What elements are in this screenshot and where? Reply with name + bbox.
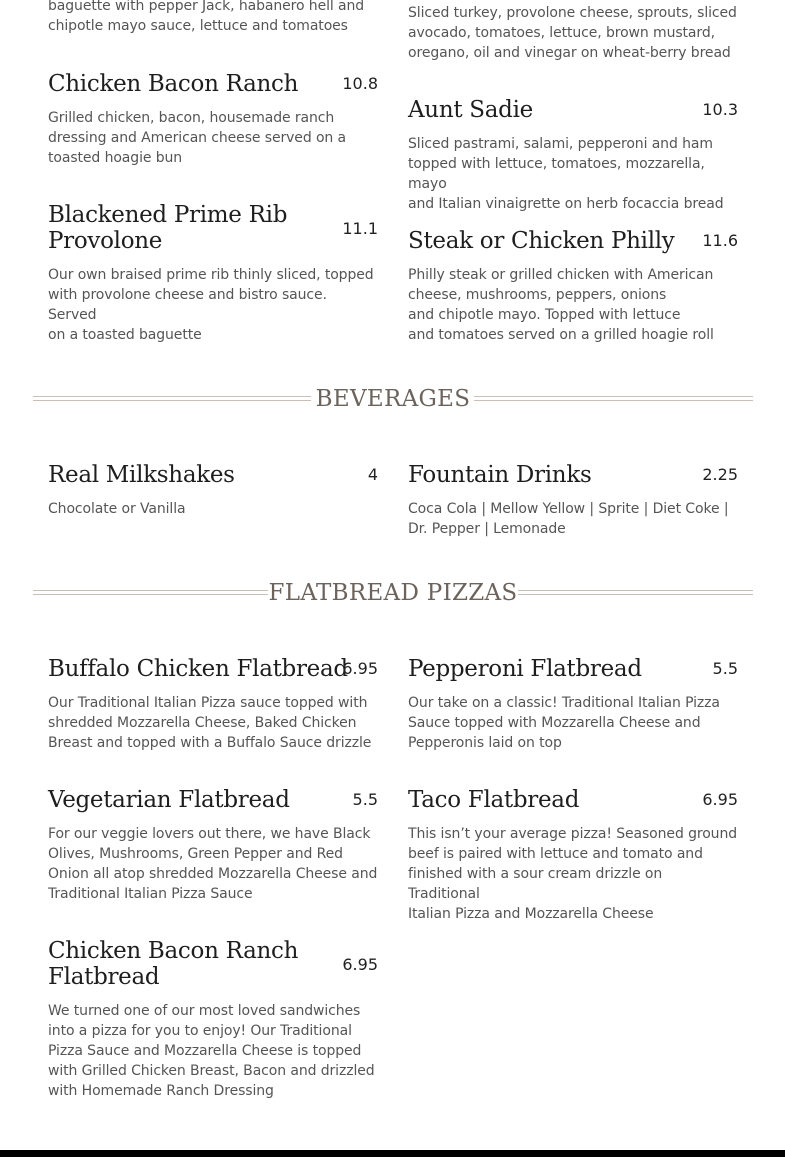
item-name: Aunt Sadie xyxy=(408,97,533,123)
item-name: Pepperoni Flatbread xyxy=(408,656,642,682)
item-description: baguette with pepper Jack, habanero hell and chipotle mayo sauce, lettuce and tomatoes xyxy=(48,0,365,34)
menu-item-vegetarian-flatbread xyxy=(48,787,378,904)
item-price: 10.8 xyxy=(342,74,378,93)
item-description: Our own braised prime rib thinly sliced, topped with provolone cheese and bistro sauce. Served on a toasted baguette xyxy=(48,267,374,343)
item-description: Sliced turkey, provolone cheese, sprouts, sliced avocado, tomatoes, lettuce, brown mustard, oregano, oil and vinegar on wheat-berry bread xyxy=(408,5,737,61)
item-name: Vegetarian Flatbread xyxy=(48,787,290,813)
item-price: 6.95 xyxy=(702,790,738,809)
menu-item-blackened-prime-rib xyxy=(48,202,378,345)
item-description: We turned one of our most loved sandwiches into a pizza for you to enjoy! Our Traditional Pizza Sauce and Mozzarella Cheese is topped with Grilled Chicken Breast, Bacon and drizzled with Homemade Ranch Dressing xyxy=(48,1003,375,1099)
item-description: This isn’t your average pizza! Seasoned ground beef is paired with lettuce and tomato and finished with a sour cream drizzle on Traditional Italian Pizza and Mozzarella Cheese xyxy=(408,826,738,922)
item-description: Grilled chicken, bacon, housemade ranch dressing and American cheese served on a toasted hoagie bun xyxy=(48,110,347,166)
item-price: 6.95 xyxy=(342,955,378,974)
menu-item-chicken-bacon-ranch xyxy=(48,71,378,168)
item-name: Chicken Bacon Ranch xyxy=(48,71,299,97)
item-name: Steak or Chicken Philly xyxy=(408,228,675,254)
section-title: FLATBREAD PIZZAS xyxy=(268,580,518,606)
item-description: For our veggie lovers out there, we have Black Olives, Mushrooms, Green Pepper and Red Onion all atop shredded Mozzarella Cheese and Traditional Italian Pizza Sauce xyxy=(48,826,378,902)
item-name: Taco Flatbread xyxy=(408,787,580,813)
item-price: 2.25 xyxy=(702,465,738,484)
menu-item-partial-right xyxy=(408,3,738,63)
menu-item-pepperoni-flatbread xyxy=(408,656,738,753)
item-name: Real Milkshakes xyxy=(48,462,235,488)
menu-item-taco-flatbread xyxy=(408,787,738,924)
item-price: 11.6 xyxy=(702,231,738,250)
section-header-flatbread-pizzas xyxy=(33,578,753,608)
item-description: Our take on a classic! Traditional Italian Pizza Sauce topped with Mozzarella Cheese and Pepperonis laid on top xyxy=(408,695,720,751)
item-description: Our Traditional Italian Pizza sauce topped with shredded Mozzarella Cheese, Baked Chicken Breast and topped with a Buffalo Sauce drizzle xyxy=(48,695,372,751)
menu-item-real-milkshakes xyxy=(48,462,378,519)
menu-item-steak-or-chicken-philly xyxy=(408,228,738,345)
section-title: BEVERAGES xyxy=(315,386,471,412)
menu-item-buffalo-chicken-flatbread xyxy=(48,656,378,753)
footer-bar xyxy=(0,1150,785,1157)
menu-item-fountain-drinks xyxy=(408,462,738,539)
item-name: Chicken Bacon Ranch Flatbread xyxy=(48,938,299,990)
item-price: 10.3 xyxy=(702,100,738,119)
item-price: 5.5 xyxy=(352,790,378,809)
item-description: Philly steak or grilled chicken with American cheese, mushrooms, peppers, onions and chipotle mayo. Topped with lettuce and tomatoes served on a grilled hoagie roll xyxy=(408,267,714,343)
item-name: Blackened Prime Rib Provolone xyxy=(48,202,288,254)
item-price: 5.5 xyxy=(712,659,738,678)
item-name: Buffalo Chicken Flatbread xyxy=(48,656,348,682)
menu-item-aunt-sadie xyxy=(408,97,738,214)
item-price: 11.1 xyxy=(342,219,378,238)
item-name: Fountain Drinks xyxy=(408,462,592,488)
item-description: Coca Cola | Mellow Yellow | Sprite | Diet Coke | Dr. Pepper | Lemonade xyxy=(408,501,729,537)
item-description: Chocolate or Vanilla xyxy=(48,501,186,517)
item-price: 6.95 xyxy=(342,659,378,678)
item-description: Sliced pastrami, salami, pepperoni and ham topped with lettuce, tomatoes, mozzarella, mayo and Italian vinaigrette on herb focaccia bread xyxy=(408,136,724,212)
menu-item-chicken-bacon-ranch-flatbread xyxy=(48,938,378,1101)
item-price: 4 xyxy=(367,465,378,484)
menu-item-partial-left xyxy=(48,0,378,36)
section-header-beverages xyxy=(33,384,753,414)
